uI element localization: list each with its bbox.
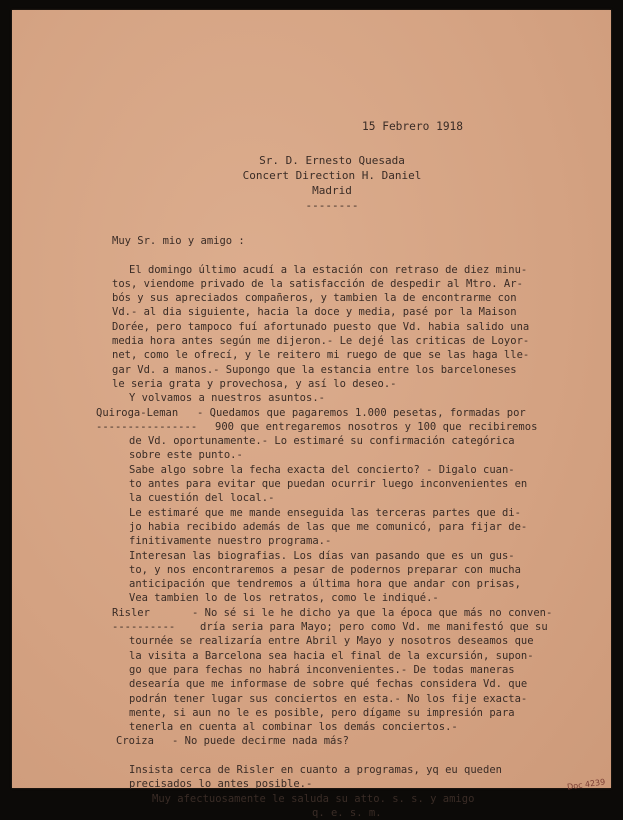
body-line: - No sé si le he dicho ya que la época que más no conven-	[192, 606, 553, 619]
body-line: Interesan las biografias. Los días van pasando que es un gus-	[129, 549, 515, 562]
body-line: jo habia recibido además de las que me comunicó, para fijar de-	[129, 520, 528, 533]
recipient-line: Concert Direction H. Daniel	[242, 169, 422, 182]
body-line: tenerla en cuenta al combinar los demás conciertos.-	[129, 721, 458, 734]
body-line: Le estimaré que me mande enseguida las terceras partes que di-	[129, 506, 521, 519]
body-line: le seria grata y provechosa, y así lo deseo.-	[112, 377, 397, 390]
closing-line: Muy afectuosamente le saluda su atto. s. s. y amigo	[152, 792, 475, 805]
body-line: anticipación que tendremos a última hora que andar con prisas,	[129, 578, 521, 591]
body-line: la cuestión del local.-	[129, 492, 275, 505]
body-line: to antes para evitar que puedan ocurrir luego inconvenientes en	[129, 478, 528, 491]
body-line: podrán tener lugar sus conciertos en esta.- No los fije exacta-	[129, 692, 528, 705]
margin-label-quiroga: Quiroga-Leman	[96, 406, 179, 419]
margin-label-risler: Risler	[112, 606, 150, 619]
body-line: go que para fechas no habrá inconvenientes.- De todas maneras	[129, 663, 515, 676]
body-line: de Vd. oportunamente.- Lo estimaré su confirmación categórica	[129, 435, 515, 448]
recipient-line: Madrid	[312, 184, 352, 197]
closing-signature: q. e. s. m.	[312, 806, 382, 819]
body-line: bós y sus apreciados compañeros, y tambien la de encontrarme con	[112, 292, 517, 305]
body-line: net, como le ofrecí, y le reitero mi ruego de que se las haga lle-	[112, 349, 530, 362]
body-line: finitivamente nuestro programa.-	[129, 535, 332, 548]
body-line: gar Vd. a manos.- Supongo que la estancia entre los barceloneses	[112, 363, 517, 376]
salutation: Muy Sr. mio y amigo :	[112, 235, 245, 247]
recipient-line: Sr. D. Ernesto Quesada	[259, 154, 405, 167]
body-line: - Quedamos que pagaremos 1.000 pesetas, formadas por	[197, 406, 526, 419]
body-line: Y volvamos a nuestros asuntos.-	[129, 392, 325, 405]
body-line: desearía que me informase de sobre qué fechas considera Vd. que	[129, 678, 528, 691]
body-line: Vd.- al dia siguiente, hacia la doce y media, pasé por la Maison	[112, 306, 517, 319]
body-line: mente, si aun no le es posible, pero dígame su impresión para	[129, 706, 515, 719]
document-number: Doc 4239	[566, 777, 606, 792]
body-line: tos, viendome privado de la satisfacción de despedir al Mtro. Ar-	[112, 277, 523, 290]
margin-label-croiza: Croiza	[116, 735, 154, 748]
body-line: sobre este punto.-	[129, 449, 243, 462]
address-separator: --------	[305, 199, 359, 212]
body-line: Insista cerca de Risler en cuanto a programas, yq eu queden	[129, 763, 502, 776]
body-line: - No puede decirme nada más?	[172, 735, 350, 748]
body-line: 900 que entregaremos nosotros y 100 que recibiremos	[215, 420, 538, 433]
recipient-address	[112, 153, 552, 213]
body-line: Dorée, pero tampoco fuí afortunado puesto que Vd. habia salido una	[112, 320, 530, 333]
body-line: Vea tambien lo de los retratos, como le indiqué.-	[129, 592, 439, 605]
body-line: El domingo último acudí a la estación con retraso de diez minu-	[129, 263, 528, 276]
body-line: to, y nos encontraremos a pesar de podernos preparar con mucha	[129, 563, 521, 576]
margin-rule: ----------	[112, 621, 176, 634]
body-line: dría seria para Mayo; pero como Vd. me manifestó que su	[200, 621, 548, 634]
body-line: Sabe algo sobre la fecha exacta del concierto? - Digalo cuan-	[129, 463, 515, 476]
body-line: tournée se realizaría entre Abril y Mayo y nosotros deseamos que	[129, 635, 534, 648]
letter-date: 15 Febrero 1918	[362, 120, 464, 133]
body-line: media hora antes según me dijeron.- Le dejé las criticas de Loyor-	[112, 335, 530, 348]
margin-rule: ----------------	[96, 420, 198, 433]
letter-sheet	[12, 10, 611, 819]
letter-body	[96, 234, 612, 820]
body-line: la visita a Barcelona sea hacia el final de la excursión, supon-	[129, 649, 534, 662]
body-line: precisados lo antes posible.-	[129, 778, 313, 791]
